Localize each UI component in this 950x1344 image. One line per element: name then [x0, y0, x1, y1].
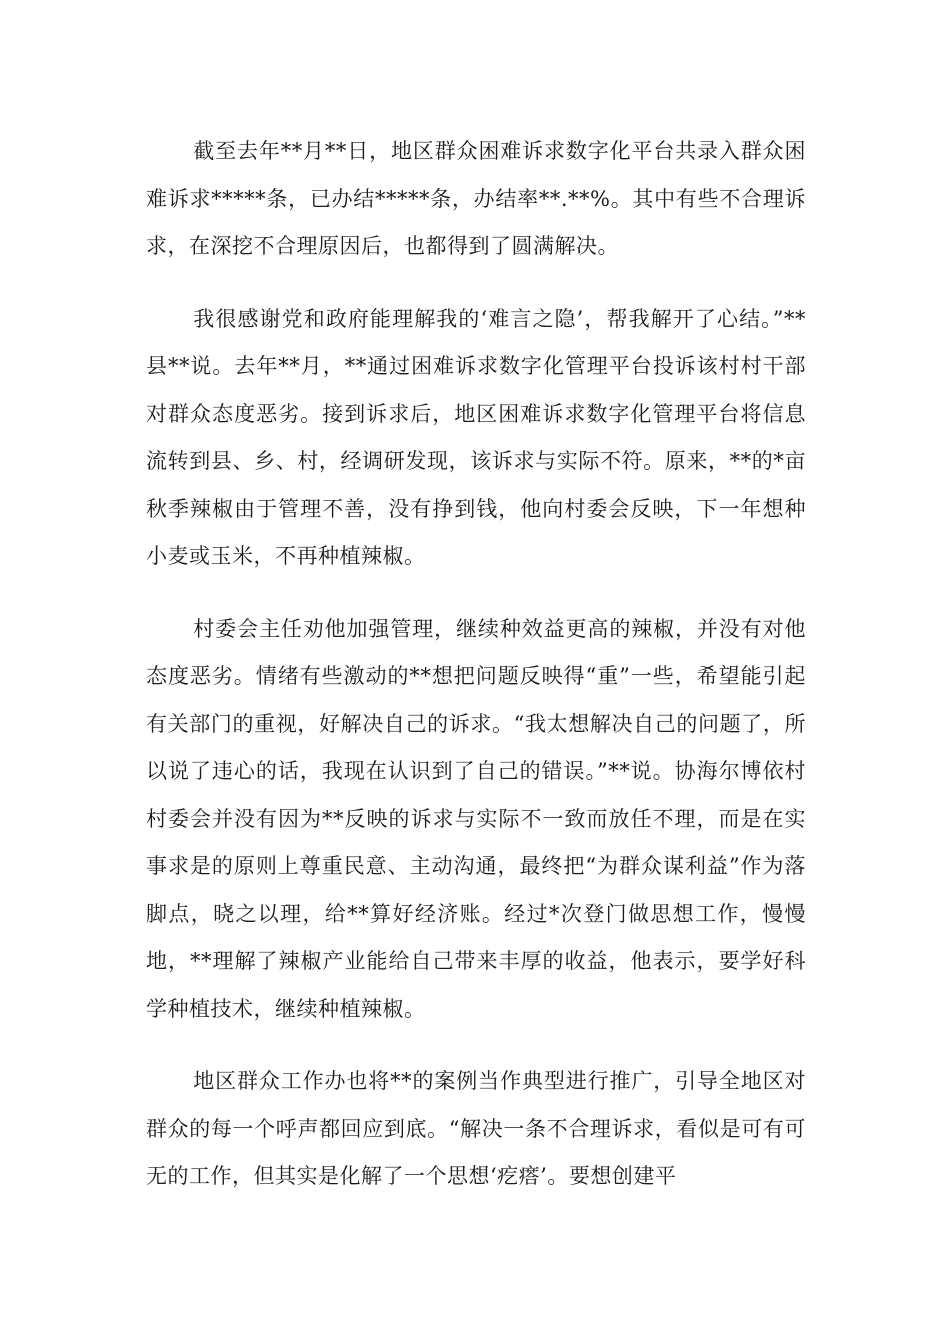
document-body: [146, 128, 806, 1226]
paragraph-3: 村委会主任劝他加强管理，继续种效益更高的辣椒，并没有对他态度恶劣。情绪有些激动的**想把问题反映得“重”一些，希望能引起有关部门的重视，好解决自己的诉求。“我太想解决自己的问题了，所以说了违心的话，我现在认识到了自己的错误。”**说。协海尔博依村村委会并没有因为**反映的诉求与实际不一致而放任不理，而是在实事求是的原则上尊重民意、主动沟通，最终把“为群众谋利益”作为落脚点，晓之以理，给**算好经济账。经过*次登门做思想工作，慢慢地，**理解了辣椒产业能给自己带来丰厚的收益，他表示，要学好科学种植技术，继续种植辣椒。: [146, 616, 806, 1021]
paragraph-4: 地区群众工作办也将**的案例当作典型进行推广，引导全地区对群众的每一个呼声都回应到底。“解决一条不合理诉求，看似是可有可无的工作，但其实是化解了一个思想‘疙瘩’。要想创建平: [146, 1069, 806, 1188]
paragraph-2: 我很感谢党和政府能理解我的‘难言之隐’，帮我解开了心结。”**县**说。去年**月，**通过困难诉求数字化管理平台投诉该村村干部对群众态度恶劣。接到诉求后，地区困难诉求数字化管理平台将信息流转到县、乡、村，经调研发现，该诉求与实际不符。原来，**的*亩秋季辣椒由于管理不善，没有挣到钱，他向村委会反映，下一年想种小麦或玉米，不再种植辣椒。: [146, 306, 806, 568]
paragraph-1: 截至去年**月**日，地区群众困难诉求数字化平台共录入群众困难诉求*****条，已办结*****条，办结率**.**%。其中有些不合理诉求，在深挖不合理原因后，也都得到了圆满解决。: [146, 139, 806, 258]
